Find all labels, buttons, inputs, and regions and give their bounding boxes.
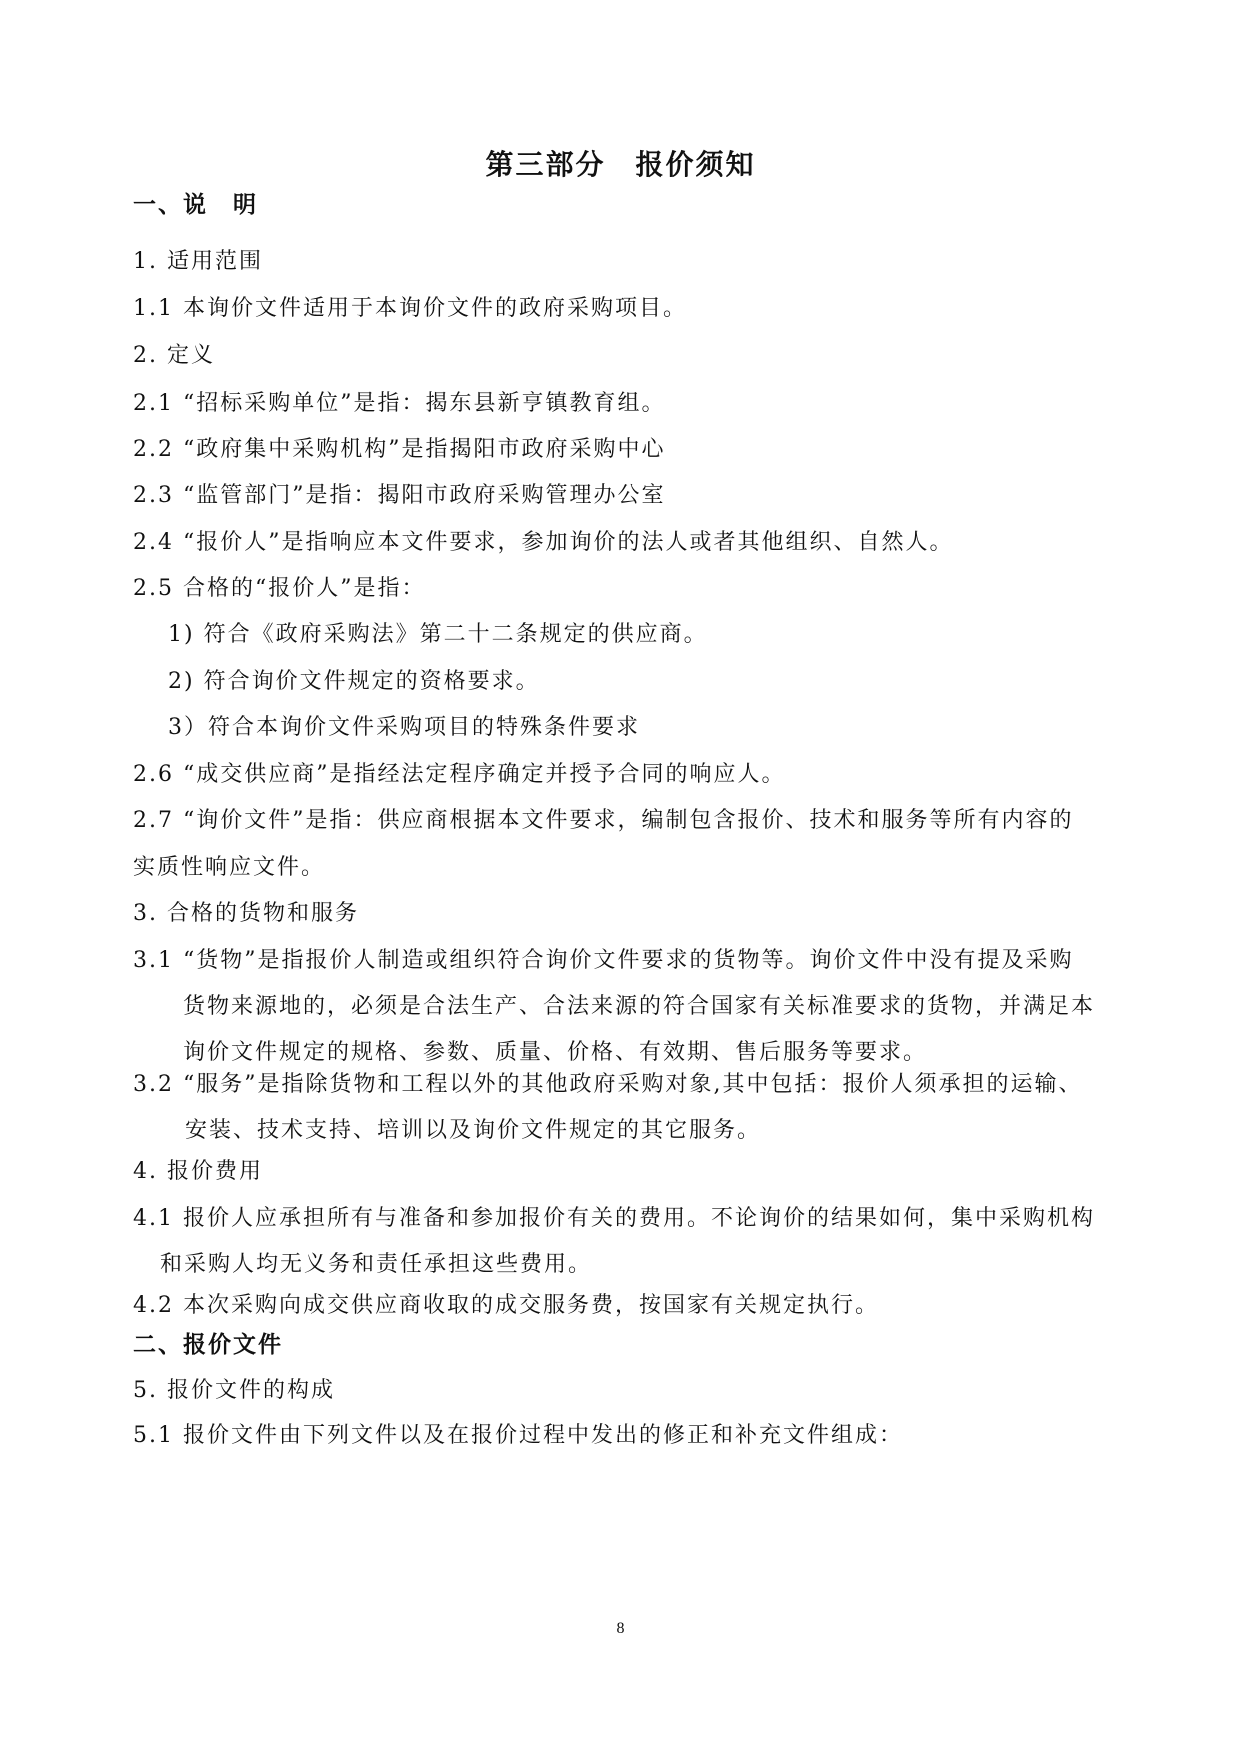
- text-line: 2.7 “询价文件”是指：供应商根据本文件要求，编制包含报价、技术和服务等所有内容的: [133, 808, 1074, 833]
- text-line: 1) 符合《政府采购法》第二十二条规定的供应商。: [168, 622, 708, 647]
- text-line: 询价文件规定的规格、参数、质量、价格、有效期、售后服务等要求。: [183, 1040, 928, 1065]
- text-line: 2.4 “报价人”是指响应本文件要求，参加询价的法人或者其他组织、自然人。: [133, 530, 954, 555]
- text-line: 和采购人均无义务和责任承担这些费用。: [160, 1252, 593, 1277]
- text-line: 2.3 “监管部门”是指：揭阳市政府采购管理办公室: [133, 483, 666, 508]
- text-line: 4.2 本次采购向成交供应商收取的成交服务费，按国家有关规定执行。: [133, 1293, 879, 1318]
- text-line: 2.2 “政府集中采购机构”是指揭阳市政府采购中心: [133, 437, 666, 462]
- text-line: 3.2 “服务”是指除货物和工程以外的其他政府采购对象,其中包括：报价人须承担的运输、: [133, 1072, 1083, 1097]
- text-line: 2. 定义: [133, 343, 215, 368]
- text-line: 3.1 “货物”是指报价人制造或组织符合询价文件要求的货物等。询价文件中没有提及采购: [133, 948, 1074, 973]
- text-line: 2) 符合询价文件规定的资格要求。: [168, 669, 540, 694]
- text-line: 4. 报价费用: [133, 1159, 263, 1184]
- text-line: 1.1 本询价文件适用于本询价文件的政府采购项目。: [133, 296, 687, 321]
- text-line: 3. 合格的货物和服务: [133, 901, 359, 926]
- text-line: 5.1 报价文件由下列文件以及在报价过程中发出的修正和补充文件组成：: [133, 1423, 903, 1448]
- text-line: 3）符合本询价文件采购项目的特殊条件要求: [168, 715, 640, 740]
- text-line: 货物来源地的，必须是合法生产、合法来源的符合国家有关标准要求的货物，并满足本: [183, 994, 1096, 1019]
- text-line: 2.6 “成交供应商”是指经法定程序确定并授予合同的响应人。: [133, 762, 786, 787]
- text-line: 1. 适用范围: [133, 249, 263, 274]
- text-line: 4.1 报价人应承担所有与准备和参加报价有关的费用。不论询价的结果如何，集中采购机构: [133, 1206, 1095, 1231]
- section-heading: 二、报价文件: [133, 1332, 283, 1358]
- page-title: 第三部分 报价须知: [485, 148, 756, 181]
- text-line: 2.5 合格的“报价人”是指：: [133, 576, 426, 601]
- text-line: 2.1 “招标采购单位”是指：揭东县新亨镇教育组。: [133, 391, 666, 416]
- section-heading: 一、说 明: [133, 192, 258, 218]
- text-line: 安装、技术支持、培训以及询价文件规定的其它服务。: [185, 1118, 762, 1143]
- text-line: 5. 报价文件的构成: [133, 1378, 335, 1403]
- page-number: 8: [616, 1620, 625, 1637]
- text-line: 实质性响应文件。: [133, 855, 326, 880]
